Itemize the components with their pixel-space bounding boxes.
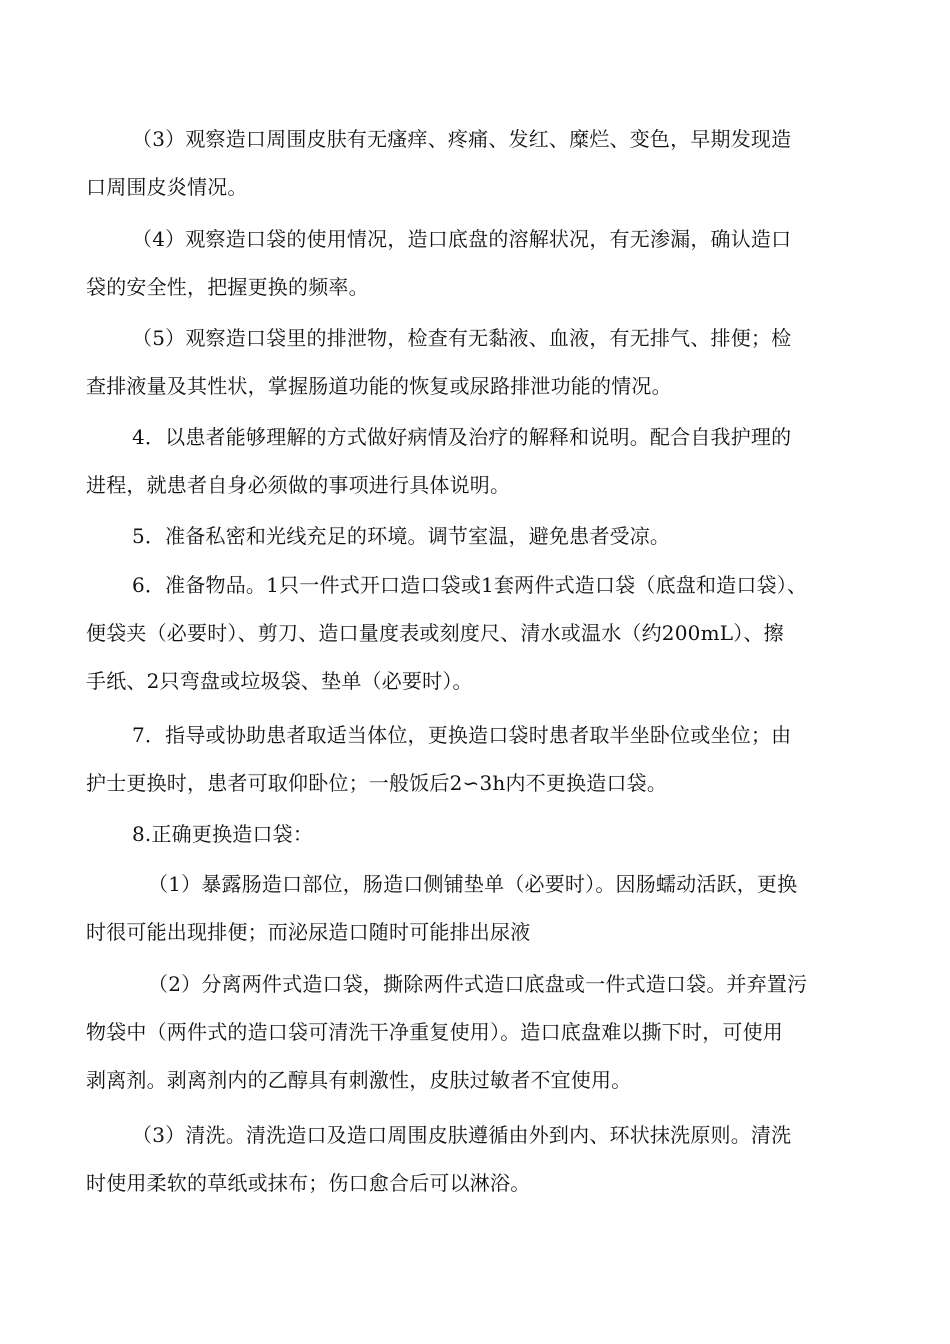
- text-line: （2）分离两件式造口袋，撕除两件式造口底盘或一件式造口袋。并弃置污: [148, 972, 808, 996]
- text-line: 袋的安全性，把握更换的频率。: [86, 275, 369, 299]
- text-line: 剥离剂。剥离剂内的乙醇具有刺激性，皮肤过敏者不宜使用。: [86, 1068, 632, 1092]
- text-line: （4）观察造口袋的使用情况，造口底盘的溶解状况，有无渗漏，确认造口: [132, 227, 792, 251]
- text-line: 口周围皮炎情况。: [86, 175, 248, 199]
- text-line: 8.正确更换造口袋：: [132, 822, 314, 846]
- paragraph-8-2-removal: [86, 960, 876, 1104]
- text-line: 时很可能出现排便；而泌尿造口随时可能排出尿液: [86, 920, 531, 944]
- paragraph-4-pouch-usage: [86, 215, 876, 311]
- paragraph-item-5-environment: [86, 512, 876, 560]
- paragraph-item-4-explanation: [86, 413, 876, 509]
- text-line: （3）清洗。清洗造口及造口周围皮肤遵循由外到内、环状抹洗原则。清洗: [132, 1123, 792, 1147]
- paragraph-item-7-position: [86, 711, 876, 807]
- text-line: 查排液量及其性状，掌握肠道功能的恢复或尿路排泄功能的情况。: [86, 374, 672, 398]
- text-line: （3）观察造口周围皮肤有无瘙痒、疼痛、发红、糜烂、变色，早期发现造: [132, 127, 792, 151]
- text-line: 手纸、2只弯盘或垃圾袋、垫单（必要时）。: [86, 669, 473, 693]
- text-line: 5．准备私密和光线充足的环境。调节室温，避免患者受凉。: [132, 524, 671, 548]
- text-line: 4．以患者能够理解的方式做好病情及治疗的解释和说明。配合自我护理的: [132, 425, 792, 449]
- paragraph-item-6-supplies: [86, 561, 876, 705]
- text-line: 便袋夹（必要时）、剪刀、造口量度表或刻度尺、清水或温水（约200mL）、擦: [86, 621, 784, 645]
- text-line: 进程，就患者自身必须做的事项进行具体说明。: [86, 473, 511, 497]
- text-line: 护士更换时，患者可取仰卧位；一般饭后2∽3h内不更换造口袋。: [86, 771, 668, 795]
- text-line: 7．指导或协助患者取适当体位，更换造口袋时患者取半坐卧位或坐位；由: [132, 723, 792, 747]
- paragraph-3-skin-observation: [86, 115, 876, 211]
- text-line: （5）观察造口袋里的排泄物，检查有无黏液、血液，有无排气、排便；检: [132, 326, 792, 350]
- paragraph-8-1-exposure: [86, 860, 876, 956]
- text-line: 时使用柔软的草纸或抹布；伤口愈合后可以淋浴。: [86, 1171, 531, 1195]
- text-line: 6．准备物品。1只一件式开口造口袋或1套两件式造口袋（底盘和造口袋）、: [132, 573, 808, 597]
- paragraph-item-8-heading: [86, 810, 876, 858]
- paragraph-8-3-cleaning: [86, 1111, 876, 1207]
- text-line: （1）暴露肠造口部位，肠造口侧铺垫单（必要时）。因肠蠕动活跃，更换: [148, 872, 798, 896]
- text-line: 物袋中（两件式的造口袋可清洗干净重复使用）。造口底盘难以撕下时，可使用: [86, 1020, 783, 1044]
- paragraph-5-output-check: [86, 314, 876, 410]
